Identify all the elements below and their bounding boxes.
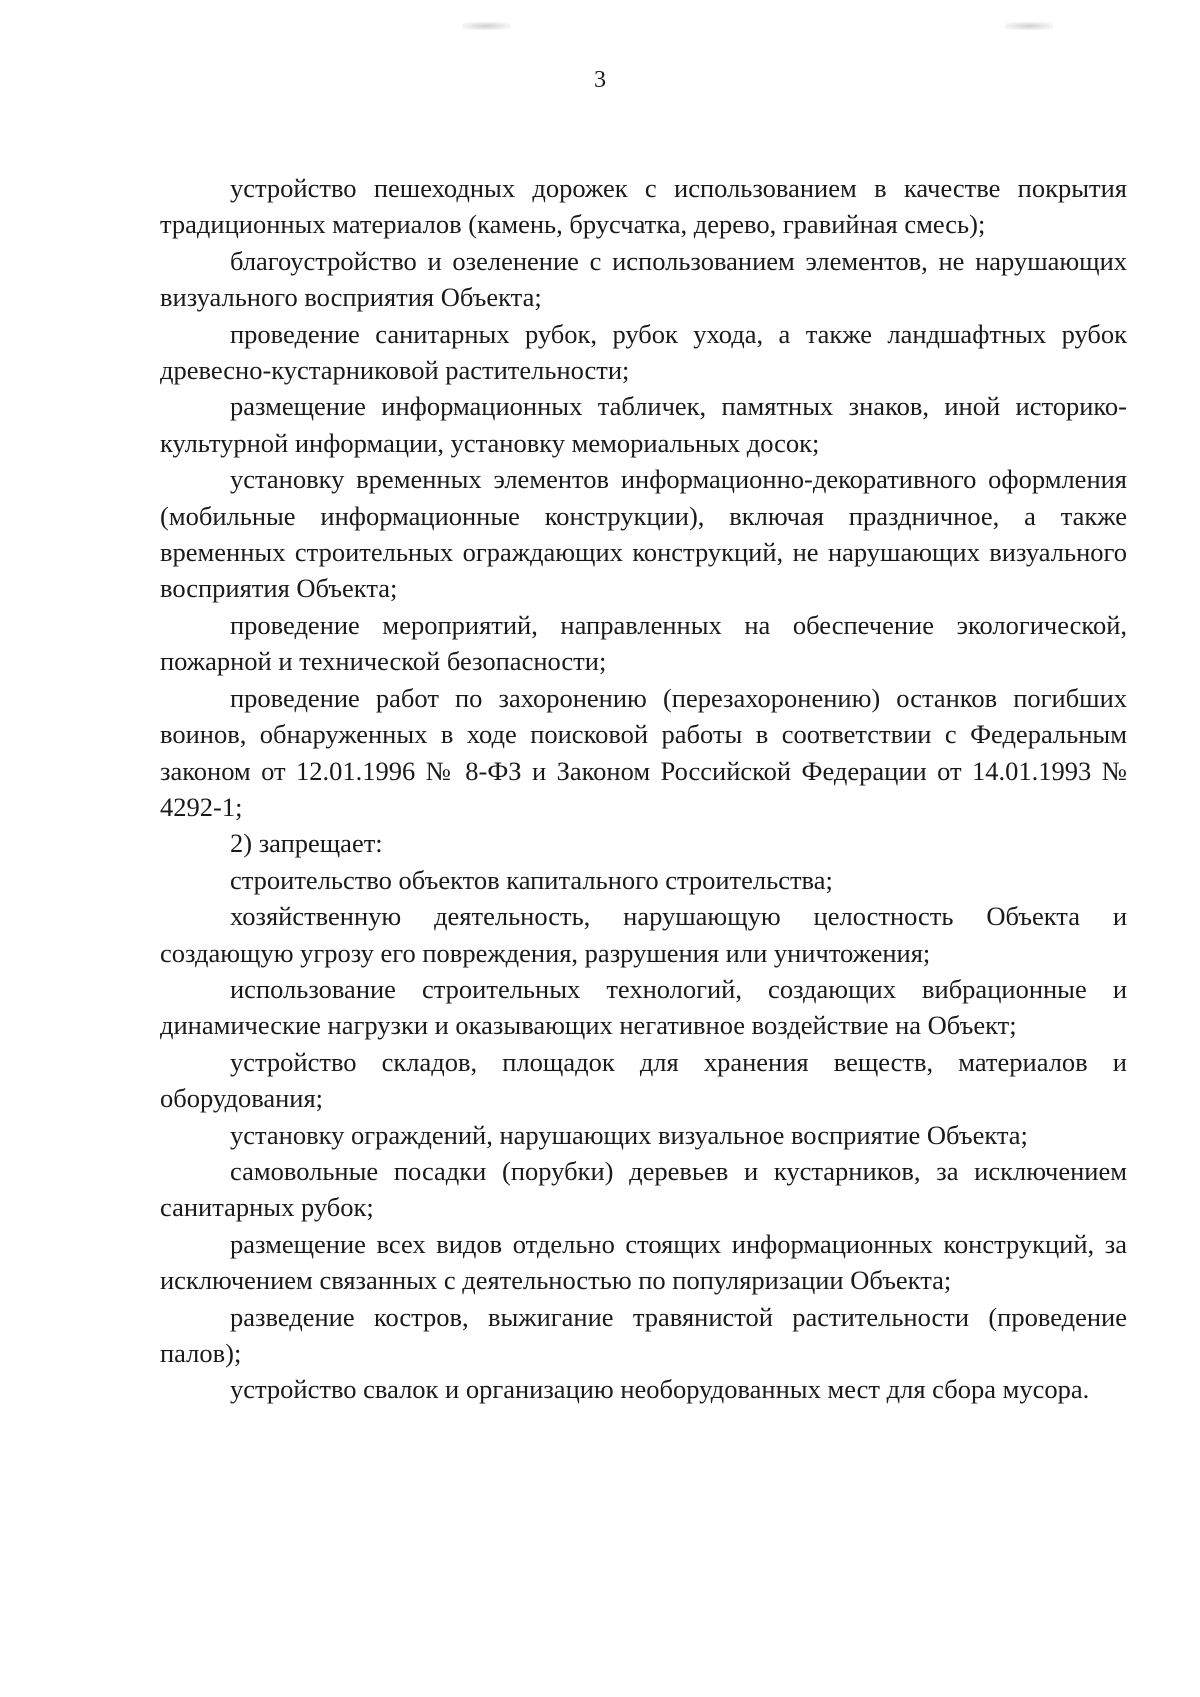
paragraph: проведение санитарных рубок, рубок ухода, а также ландшафтных рубок древесно-кустарниковой растительности; — [160, 318, 1127, 386]
paragraph: благоустройство и озеленение с использованием элементов, не нарушающих визуального восприятия Объекта; — [160, 245, 1127, 313]
paragraph: размещение всех видов отдельно стоящих информационных конструкций, за исключением связанных с деятельностью по популяризации Объекта; — [160, 1228, 1127, 1296]
paragraph: устройство свалок и организацию необорудованных мест для сбора мусора. — [230, 1374, 1090, 1405]
paragraph: устройство пешеходных дорожек с использованием в качестве покрытия традиционных материалов (камень, брусчатка, дерево, гравийная смесь); — [160, 173, 1127, 240]
paragraph: использование строительных технологий, создающих вибрационные и динамические нагрузки и оказывающих негативное воздействие на Объект; — [160, 973, 1127, 1041]
paragraph: самовольные посадки (порубки) деревьев и кустарников, за исключением санитарных рубок; — [160, 1155, 1127, 1223]
paragraph: устройство складов, площадок для хранения веществ, материалов и оборудования; — [160, 1046, 1127, 1114]
paragraph: хозяйственную деятельность, нарушающую целостность Объекта и создающую угрозу его повреждения, разрушения или уничтожения; — [160, 901, 1127, 968]
paragraph: проведение мероприятий, направленных на обеспечение экологической, пожарной и технической безопасности; — [160, 609, 1127, 677]
paragraph: установку ограждений, нарушающих визуальное восприятие Объекта; — [230, 1119, 1028, 1150]
document-body — [160, 170, 1127, 1408]
paragraph: строительство объектов капитального строительства; — [230, 864, 833, 895]
paragraph: установку временных элементов информационно-декоративного оформления (мобильные информационные конструкции), включая праздничное, а также временных строительных ограждающих конструкций, не нарушающих визуального восприятия Объекта; — [160, 464, 1127, 604]
scan-artifact — [1005, 22, 1053, 30]
section-heading: 2) запрещает: — [230, 828, 383, 859]
scan-artifact — [462, 22, 510, 30]
paragraph: разведение костров, выжигание травянистой растительности (проведение палов); — [160, 1301, 1127, 1368]
paragraph: размещение информационных табличек, памятных знаков, иной историко-культурной информации, установку мемориальных досок; — [160, 391, 1127, 458]
page-number: 3 — [594, 67, 606, 93]
paragraph: проведение работ по захоронению (перезахоронению) останков погибших воинов, обнаруженных в ходе поисковой работы в соответствии с Федеральным законом от 12.01.1996 № 8-ФЗ и Законом Российской Федерации от 14.01.1993 № 4292-1; — [160, 682, 1127, 822]
